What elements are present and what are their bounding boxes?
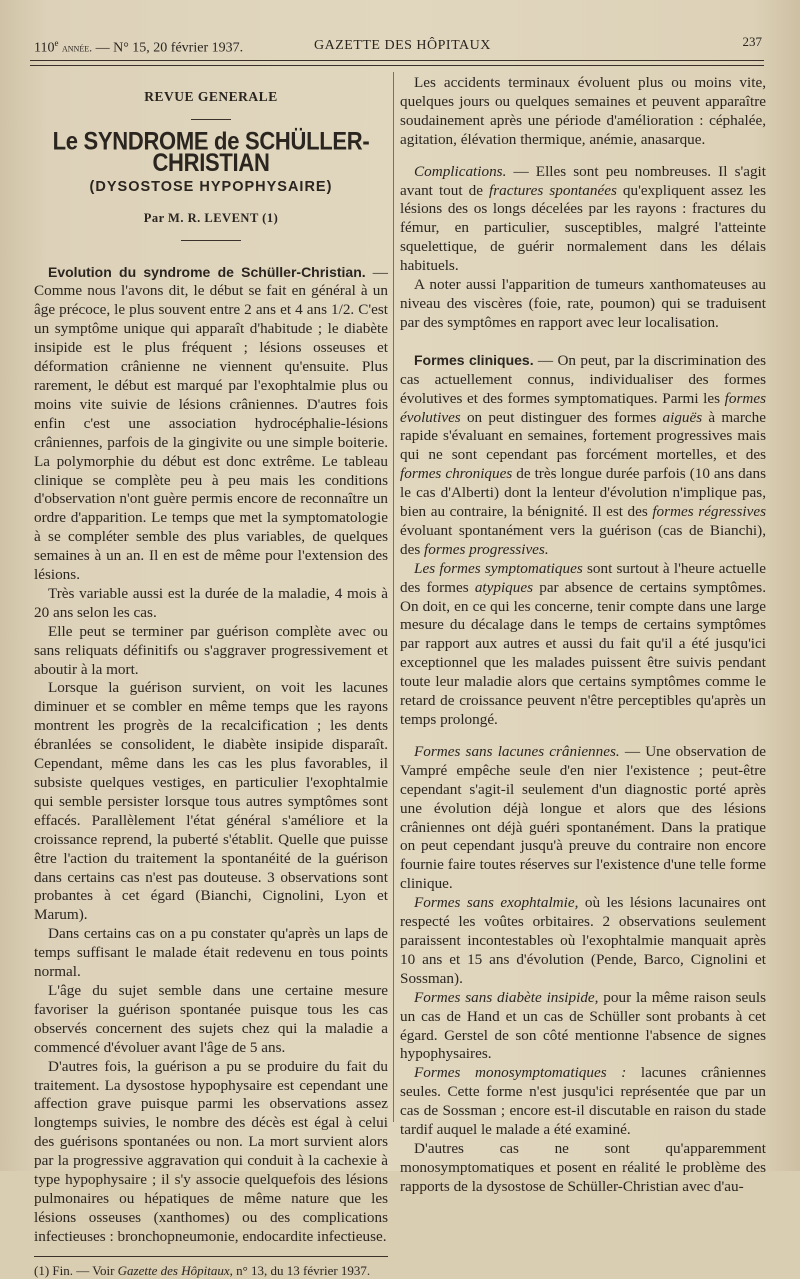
paragraph: Les accidents terminaux évoluent plus ou moins vite, quelques jours ou quelques semaines et peuvent apparaître soudainement après une période d'amélioration : céphalée, agitation, élévation thermique, anémie, anasarque. — [400, 74, 766, 148]
rubric: REVUE GENERALE — [144, 89, 278, 104]
right-column — [400, 74, 766, 1197]
paragraph: Dans certains cas on a pu constater qu'après un laps de temps suffisant le malade était redevenu en tous points normal. — [34, 925, 388, 981]
article-title: Le SYNDROME de SCHÜLLER-CHRISTIAN — [52, 127, 370, 177]
article-author: Par M. R. LEVENT (1) — [143, 210, 279, 225]
left-column — [34, 74, 388, 1279]
journal-name: GAZETTE DES HÔPITAUX — [314, 38, 491, 53]
paragraph: Elle peut se terminer par guérison complète avec ou sans reliquats définitifs ou s'aggraver progressivement et aboutir à la mort. — [34, 622, 388, 678]
paragraph: D'autres fois, la guérison a pu se produire du fait du traitement. La dysostose hypophysaire est cependant une affection grave puisque parmi les observations assez longtemps suivies, le nombre des décès est égal à celui des guérisons spontanées ou non. La mort survient alors par la progressive aggravation qui conduit à la cachexie à type hypophysaire ; il s'y associe quelquefois des lésions pulmonaires ou hépatiques de même nature que les lésions osseuses (xanthomes) ou des complications infectieuses : bronchopneumonie, endocardite infectieuse. — [34, 1057, 388, 1245]
paragraph: D'autres cas ne sont qu'apparemment monosymptomatiques et posent en réalité le problème des rapports de la dysostose de Schüller-Christian avec d'au- — [400, 1139, 766, 1195]
article-subtitle: (DYSOSTOSE HYPOPHYSAIRE) — [89, 178, 333, 195]
footnote: (1) Fin. — Voir Gazette des Hôpitaux, n° 13, du 13 février 1937. — [34, 1262, 371, 1278]
paragraph-complications: Complications. — Elles sont peu nombreuses. Il s'agit avant tout de fractures spontanées qu'expliquent assez les lésions des os longs décelées par les rayons : fractures du fémur, en particulier, susceptibles, malgré l'atteinte squelettique, de guérir normalement dans les délais habituels. — [400, 162, 766, 275]
rubric-rule — [191, 119, 231, 120]
paragraph: A noter aussi l'apparition de tumeurs xanthomateuses au niveau des viscères (foie, rate, poumon) qui se traduisent par des symptômes en rapport avec leur localisation. — [400, 276, 766, 331]
title-rule — [181, 240, 241, 241]
paragraph: Formes monosymptomatiques : lacunes crâniennes seules. Cette forme n'est jusqu'ici représentée que par un cas de Sossman ; encore est-il discutable en raison du stade tardif auquel le malade a été examiné. — [400, 1064, 766, 1139]
volume-issue: 110e année. — N° 15, 20 février 1937. — [34, 38, 244, 56]
paragraph: Formes sans diabète insipide, pour la même raison seuls un cas de Hand et un cas de Schüller sont probants à cet égard. Gerstel de son côté mentionne l'absence de signes hypophysaires. — [400, 988, 767, 1063]
page-number: 237 — [742, 34, 762, 49]
paragraph: Formes sans lacunes crâniennes. — Une observation de Vampré empêche seule d'en nier l'existence ; peut-être cependant s'agit-il seulement d'un diagnostic porté après une évolution déjà longue et alors que des lésions crâniennes ont déjà guéri spontanément. Dans la pratique on peut cependant jusqu'à preuve du contraire non encore fournie faire toutes réserves sur l'existence d'une telle forme clinique. — [400, 742, 766, 893]
paragraph: Les formes symptomatiques sont surtout à l'heure actuelle des formes atypiques par absence de certains symptômes. On doit, en ce qui les concerne, tenir compte dans une large mesure du décalage dans le temps de certains symptômes par rapport aux autres et aussi du fait qu'il a été jusqu'ici exceptionnel que les malades puissent être suivis pendant toute leur maladie alors que certains symptômes comme le retard de croissance peuvent n'être perceptibles qu'après un temps prolongé. — [400, 559, 767, 728]
paragraph: Formes sans exophtalmie, où les lésions lacunaires ont respecté les voûtes orbitaires. 2 observations seulement paraissent incontestables où l'exophtalmie manquait après 10 ans et 15 ans d'évolution (Pende, Barco, Cignolini et Sossman). — [400, 894, 766, 987]
running-header — [34, 34, 762, 58]
header-rule — [30, 60, 764, 66]
paragraph: L'âge du sujet semble dans une certaine mesure favoriser la guérison spontanée puisque tous les cas observés concernent des sujets chez qui la maladie a commencé d'évoluer avant l'âge de 5 ans. — [34, 981, 388, 1056]
paragraph-evolution: Evolution du syndrome de Schüller-Christian. — Comme nous l'avons dit, le début se fait en général à un âge précoce, le plus souvent entre 2 ans et 4 ans 1/2. C'est un symptôme unique qui apparaît d'habitude ; le diabète insipide est le plus fréquent ; lésions osseuses et déformation crânienne ne viennent qu'ensuite. Plus rarement, le début est marqué par l'exophtalmie plus ou moins vite suivie de lésions crâniennes. D'autres fois enfin c'est une association hydrocéphalie-lésions crâniennes, parfois de la gingivite ou une simple boiterie. La polymorphie du début est donc extrême. Le tableau clinique se complète peu à peu mais les conditions d'observation n'ont guère permis encore de reconnaître un ordre d'apparition. Le temps que met la symptomatologie à se compléter semble des plus variables, de quelques semaines à un an. Il en est de même pour l'extension des lésions. — [34, 263, 388, 584]
paragraph: Lorsque la guérison survient, on voit les lacunes diminuer et se combler en même temps que les rayons montrent les progrès de la recalcification ; les dents ébranlées se consolident, le diabète insipide disparaît. Cependant, même dans les cas les plus favorables, il subsiste quelques vestiges, en particulier l'exophtalmie qui semble persister lorsque tous autres symptômes sont effacés. Parallèlement l'état général s'améliore et la croissance reprend, la puberté s'établit. Quelle que puisse être l'action du traitement la spontanéité de la guérison dans certains cas n'est pas douteuse. 3 observations sont probantes à cet égard (Bianchi, Cignolini, Lyon et Marum). — [34, 679, 388, 924]
column-divider — [393, 72, 394, 1122]
paragraph-formes-cliniques: Formes cliniques. — On peut, par la discrimination des cas actuellement connus, individualiser des formes évolutives et des formes symptomatiques. Parmi les formes évolutives on peut distinguer des formes aiguës à marche rapide s'évaluant en semaines, fortement progressives mais qui ne sont cependant pas forcément mortelles, et des formes chroniques de très longue durée parfois (10 ans dans le cas d'Alberti) dont la lenteur d'évolution n'implique pas, bien au contraire, la bénignité. Il est des formes régressives évoluant spontanément vers la guérison (cas de Bianchi), des formes progressives. — [400, 351, 767, 558]
footnote-rule — [34, 1256, 388, 1257]
paragraph: Très variable aussi est la durée de la maladie, 4 mois à 20 ans selon les cas. — [34, 584, 388, 621]
section-heading-formes-cliniques: Formes cliniques. — [414, 351, 534, 368]
section-heading-evolution: Evolution du syndrome de Schüller-Christian. — [48, 263, 366, 280]
